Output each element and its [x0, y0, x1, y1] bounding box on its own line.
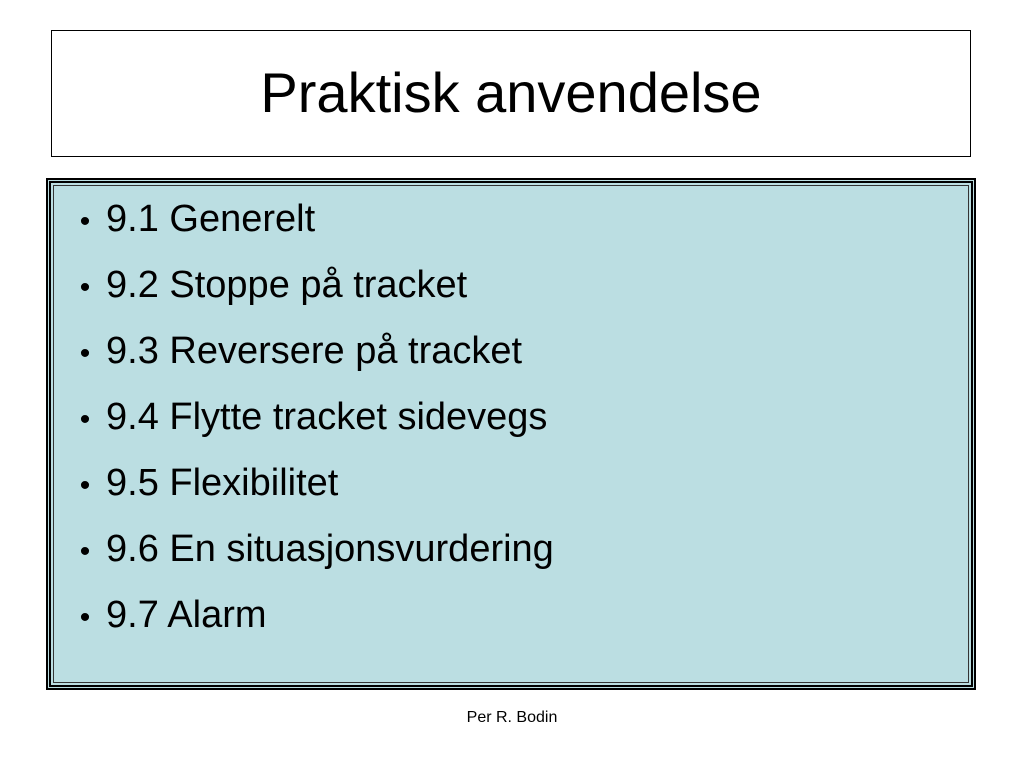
list-item — [64, 594, 554, 660]
bullet-text: 9.5 Flexibilitet — [106, 462, 339, 504]
content-inner-frame — [53, 185, 969, 683]
list-item — [64, 528, 554, 594]
bullet-icon: • — [79, 403, 91, 436]
list-item — [64, 264, 554, 330]
bullet-text: 9.6 En situasjonsvurdering — [106, 528, 554, 570]
bullet-text: 9.4 Flytte tracket sidevegs — [106, 396, 548, 438]
content-box — [46, 178, 976, 690]
bullet-list — [64, 198, 554, 660]
bullet-icon: • — [79, 469, 91, 502]
bullet-icon: • — [79, 205, 91, 238]
list-item — [64, 462, 554, 528]
list-item — [64, 330, 554, 396]
list-item — [64, 198, 554, 264]
bullet-text: 9.3 Reversere på tracket — [106, 330, 523, 372]
bullet-text: 9.2 Stoppe på tracket — [106, 264, 468, 306]
list-item — [64, 396, 554, 462]
bullet-icon: • — [79, 601, 91, 634]
bullet-text: 9.7 Alarm — [106, 594, 267, 636]
footer-author: Per R. Bodin — [466, 709, 558, 726]
bullet-text: 9.1 Generelt — [106, 198, 316, 240]
bullet-icon: • — [79, 337, 91, 370]
title-box — [51, 30, 971, 157]
slide-title: Praktisk anvendelse — [260, 60, 762, 124]
bullet-icon: • — [79, 271, 91, 304]
bullet-icon: • — [79, 535, 91, 568]
